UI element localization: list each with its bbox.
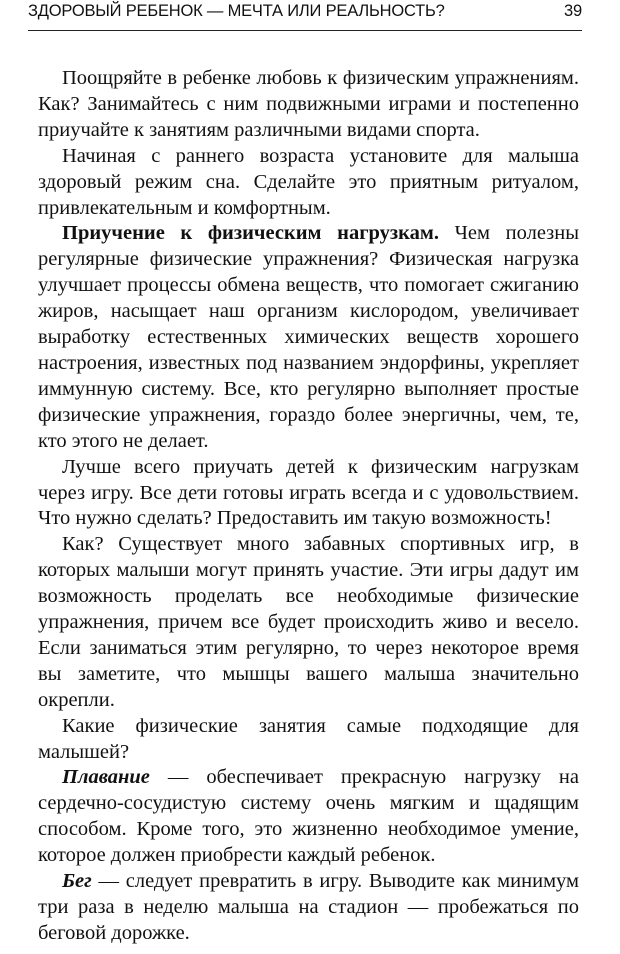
paragraph-1: Поощряйте в ребенке любовь к физическим упражнениям. Как? Занимайтесь с ним подвижными играми и постепенно приучайте к занятиям различными видами спорта. bbox=[38, 67, 579, 141]
term-running: Бег bbox=[62, 870, 92, 893]
paragraph-3 bbox=[38, 221, 579, 454]
paragraph-8 bbox=[38, 869, 579, 947]
running-header bbox=[28, 0, 582, 31]
paragraph-2: Начиная с раннего возраста установите для малыша здоровый режим сна. Сделайте это приятным ритуалом, привлекательным и комфортным. bbox=[38, 144, 579, 219]
paragraph-5: Как? Существует много забавных спортивных игр, в которых малыши могут принять участие. Эти игры дадут им возможность проделать все необходимые физические упражнения, причем все будет происходить живо и весело. Если заниматься этим регулярно, то через некоторое время вы заметите, что мышцы вашего малыша значительно окрепли. bbox=[38, 533, 579, 711]
section-heading: Приучение к физическим нагрузкам. bbox=[62, 222, 439, 245]
paragraph-7-text: — обеспечивает прекрасную нагрузку на сердечно-сосудистую систему очень мягким и щадящим способом. Кроме того, это жизненно необходимое умение, которое должен приобрести каждый ребенок. bbox=[38, 766, 579, 867]
paragraph-3-text: Чем полезны регулярные физические упражнения? Физическая нагрузка улучшает процессы обмена веществ, что помогает сжиганию жиров, насыщает наш организм кислородом, увеличивает выработку естественных химических веществ хорошего настроения, известных под названием эндорфины, укрепляет иммунную систему. Все, кто регулярно выполняет простые физические упражнения, гораздо более энергичны, чем, те, кто этого не делает. bbox=[38, 222, 580, 452]
term-swimming: Плавание bbox=[62, 766, 150, 789]
body-text bbox=[38, 66, 579, 947]
paragraph-4: Лучше всего приучать детей к физическим нагрузкам через игру. Все дети готовы играть всегда и с удовольствием. Что нужно сделать? Предоставить им такую возможность! bbox=[38, 455, 579, 530]
paragraph-8-text: — следует превратить в игру. Выводите как минимум три раза в неделю малыша на стадион — пробежаться по беговой дорожке. bbox=[38, 870, 579, 944]
page-number: 39 bbox=[564, 2, 582, 20]
running-title: ЗДОРОВЫЙ РЕБЕНОК — МЕЧТА ИЛИ РЕАЛЬНОСТЬ? bbox=[28, 2, 445, 20]
paragraph-6: Какие физические занятия самые подходящие для малышей? bbox=[38, 714, 579, 763]
paragraph-7 bbox=[38, 765, 579, 869]
